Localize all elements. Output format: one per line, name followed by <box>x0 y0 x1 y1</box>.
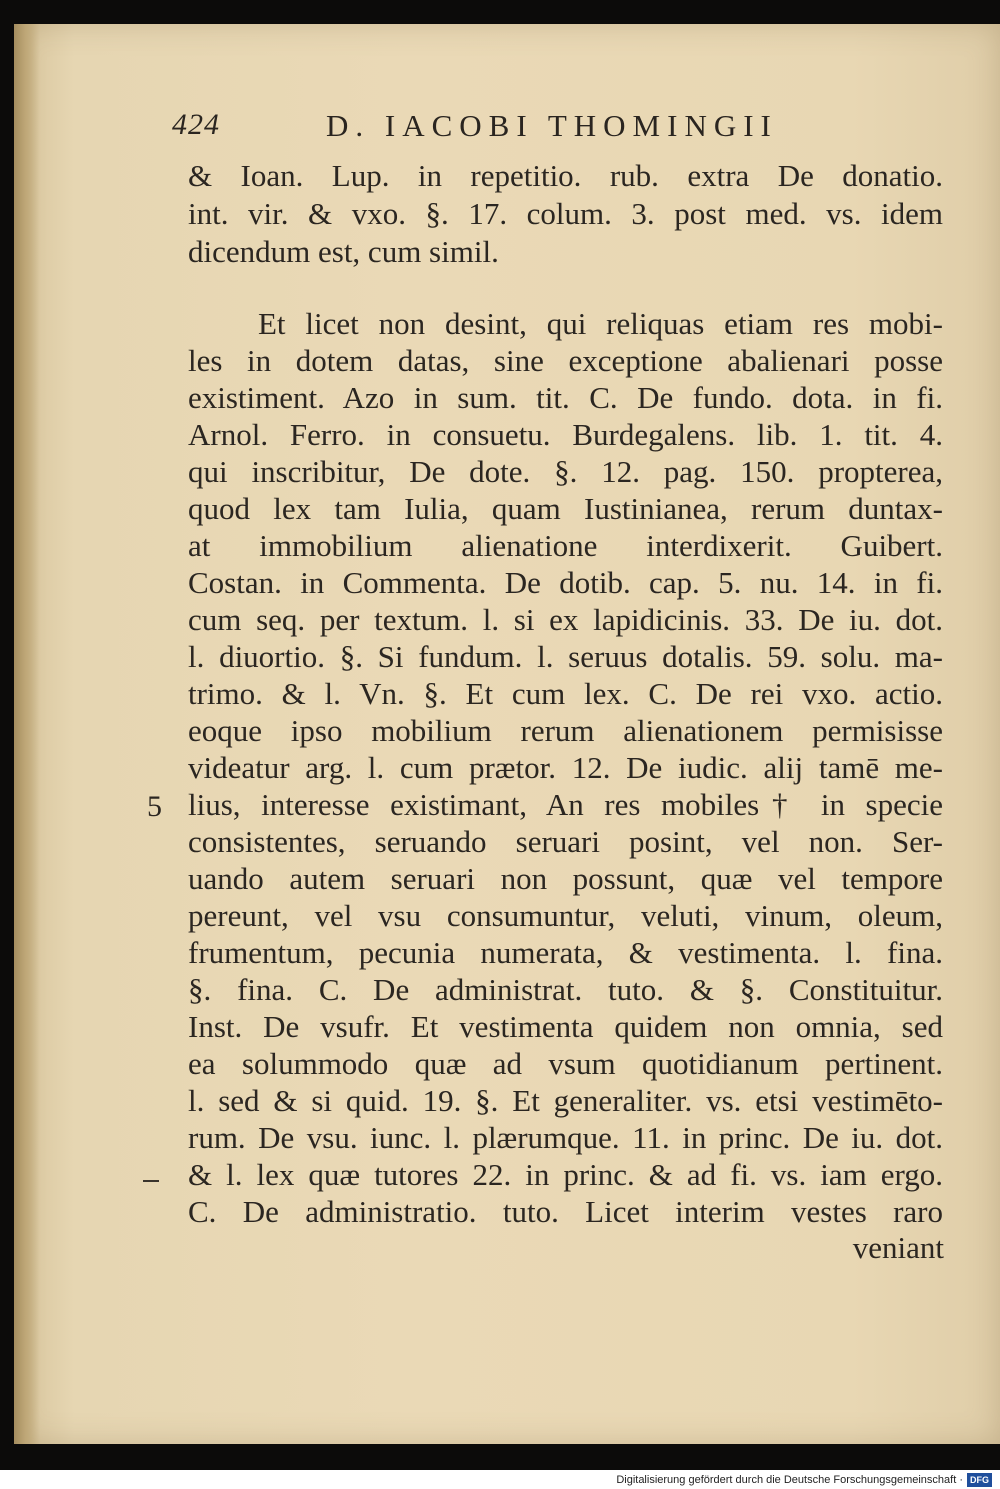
text-line: l. sed & si quid. 19. §. Et generaliter. vs. etsi vestimēto- <box>188 1083 943 1118</box>
margin-mark <box>143 1180 159 1182</box>
running-title: D. IACOBI THOMINGII <box>326 108 778 143</box>
text-line: videatur arg. l. cum prætor. 12. De iudic. alij tamē me- <box>188 750 943 785</box>
text-line: eoque ipso mobilium rerum alienationem permisisse <box>188 713 943 748</box>
text-line: uando autem seruari non possunt, quæ vel tempore <box>188 861 943 896</box>
credit-text: Digitalisierung gefördert durch die Deutsche Forschungsgemeinschaft · <box>616 1474 963 1486</box>
digitization-credit <box>616 1472 992 1488</box>
text-line: frumentum, pecunia numerata, & vestimenta. l. fina. <box>188 935 943 970</box>
text-line: & l. lex quæ tutores 22. in princ. & ad fi. vs. iam ergo. <box>188 1157 943 1192</box>
text-line: quod lex tam Iulia, quam Iustinianea, rerum duntax- <box>188 491 943 526</box>
text-line: at immobilium alienatione interdixerit. Guibert. <box>188 528 943 563</box>
text-line: Et licet non desint, qui reliquas etiam res mobi- <box>258 306 943 341</box>
text-line: consistentes, seruando seruari posint, vel non. Ser- <box>188 824 943 859</box>
text-line: cum seq. per textum. l. si ex lapidicinis. 33. De iu. dot. <box>188 602 943 637</box>
running-head <box>172 108 852 148</box>
text-line: C. De administratio. tuto. Licet interim vestes raro <box>188 1194 943 1229</box>
dfg-logo: DFG <box>967 1473 992 1487</box>
text-line: les in dotem datas, sine exceptione abalienari posse <box>188 343 943 378</box>
text-line: Costan. in Commenta. De dotib. cap. 5. nu. 14. in fi. <box>188 565 943 600</box>
text-line: ea solummodo quæ ad vsum quotidianum pertinent. <box>188 1046 943 1081</box>
text-line: §. fina. C. De administrat. tuto. & §. Constituitur. <box>188 972 943 1007</box>
margin-note-number: 5 <box>147 790 162 823</box>
text-line: trimo. & l. Vn. §. Et cum lex. C. De rei vxo. actio. <box>188 676 943 711</box>
text-line: & Ioan. Lup. in repetitio. rub. extra De donatio. <box>188 158 943 193</box>
page-number: 424 <box>172 108 220 141</box>
text-line: pereunt, vel vsu consumuntur, veluti, vinum, oleum, <box>188 898 943 933</box>
text-line: existiment. Azo in sum. tit. C. De fundo. dota. in fi. <box>188 380 943 415</box>
text-line: Arnol. Ferro. in consuetu. Burdegalens. lib. 1. tit. 4. <box>188 417 943 452</box>
text-line: Inst. De vsufr. Et vestimenta quidem non omnia, sed <box>188 1009 943 1044</box>
text-line: int. vir. & vxo. §. 17. colum. 3. post med. vs. idem <box>188 196 943 231</box>
text-line: dicendum est, cum simil. <box>188 234 499 269</box>
text-line: rum. De vsu. iunc. l. plærumque. 11. in princ. De iu. dot. <box>188 1120 943 1155</box>
text-line: l. diuortio. §. Si fundum. l. seruus dotalis. 59. solu. ma- <box>188 639 943 674</box>
catchword: veniant <box>852 1230 944 1265</box>
text-line: qui inscribitur, De dote. §. 12. pag. 150. propterea, <box>188 454 943 489</box>
text-line: lius, interesse existimant, An res mobiles† in specie <box>188 787 943 822</box>
